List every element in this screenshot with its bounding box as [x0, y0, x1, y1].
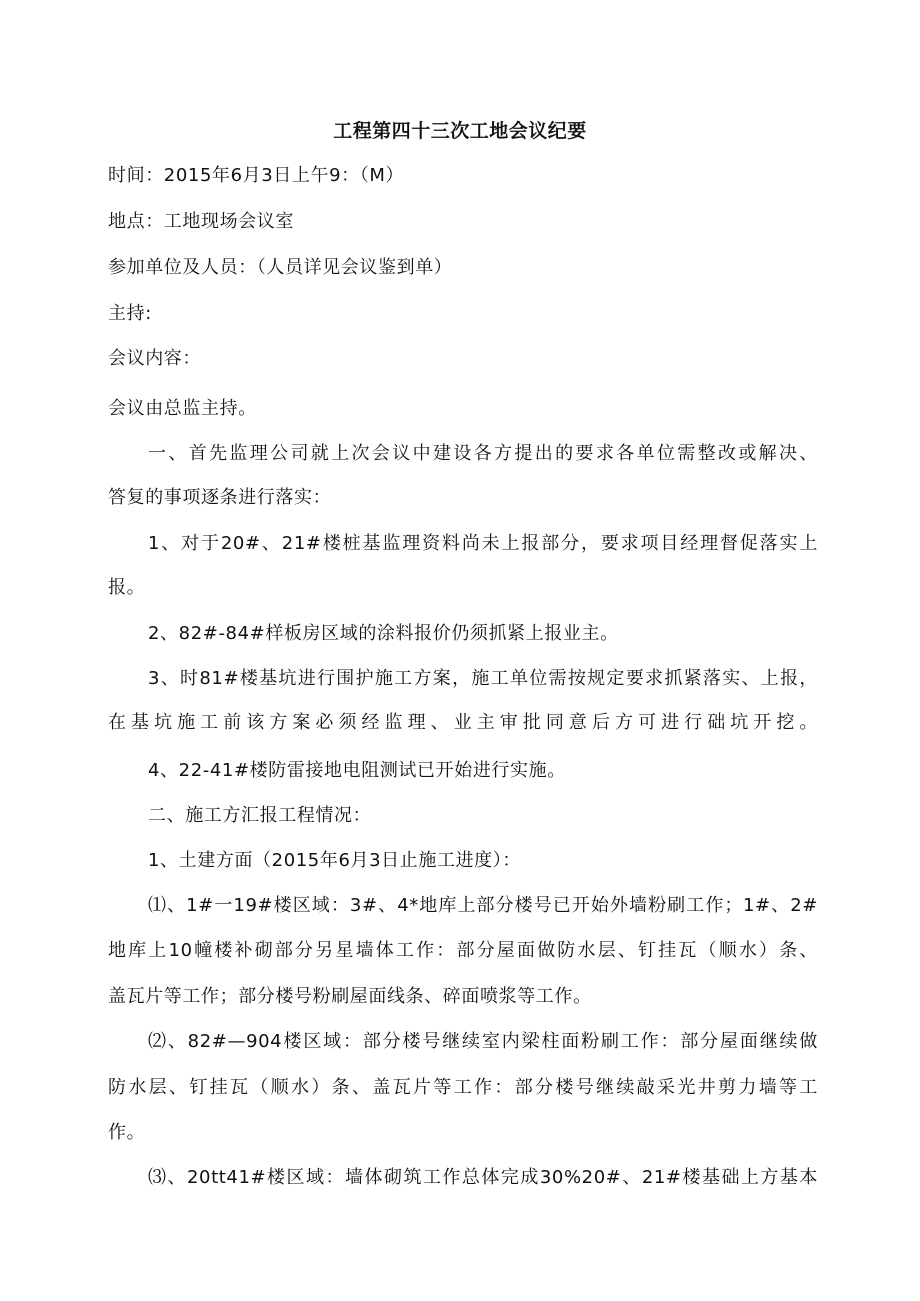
- section2-heading: 二、施工方汇报工程情况：: [148, 805, 372, 826]
- meeting-host: 主持:: [108, 303, 152, 324]
- section1-item2: 2、82#-84#样板房区域的涂料报价仍须抓紧上报业主。: [148, 623, 619, 644]
- section2-sub1: 1、土建方面（2015年6月3日止施工进度）：: [148, 850, 521, 871]
- section1-heading-line2: 答复的事项逐条进行落实：: [108, 487, 332, 508]
- section2-p1-line3: 盖瓦片等工作；部分楼号粉刷屋面线条、碎面喷浆等工作。: [108, 986, 592, 1007]
- section2-p2-line2: 防水层、钉挂瓦（顺水）条、盖瓦片等工作：部分楼号继续敲采光井剪力墙等工: [108, 1077, 818, 1098]
- meeting-content-label: 会议内容：: [108, 348, 201, 369]
- section1-heading-line1: 一、首先监理公司就上次会议中建设各方提出的要求各单位需整改或解决、: [148, 443, 818, 464]
- section2-p1-line1: ⑴、1#一19#楼区域：3#、4*地库上部分楼号已开始外墙粉刷工作；1#、2#: [148, 895, 818, 916]
- section1-item3-line1: 3、时81#楼基坑进行围护施工方案，施工单位需按规定要求抓紧落实、上报，: [148, 668, 818, 689]
- section1-item3-line2: 在基坑施工前该方案必须经监理、业主审批同意后方可进行础坑开挖。: [108, 712, 818, 733]
- section1-item1-line2: 报。: [108, 577, 146, 598]
- section1-item4: 4、22-41#楼防雷接地电阻测试已开始进行实施。: [148, 760, 566, 781]
- document-title: 工程第四十三次工地会议纪要: [333, 120, 587, 142]
- section1-item1-line1: 1、对于20#、21#楼桩基监理资料尚未上报部分，要求项目经理督促落实上: [148, 533, 818, 554]
- section2-p1-line2: 地库上10幢楼补砌部分另星墙体工作：部分屋面做防水层、钉挂瓦（顺水）条、: [108, 940, 818, 961]
- meeting-time: 时间：2015年6月3日上午9：（M）: [108, 165, 405, 186]
- meeting-location: 地点：工地现场会议室: [108, 211, 294, 232]
- section2-p3-line1: ⑶、20tt41#楼区域：墙体砌筑工作总体完成30%20#、21#楼基础上方基本: [148, 1167, 818, 1188]
- meeting-participants: 参加单位及人员：（人员详见会议鉴到单）: [108, 257, 453, 278]
- section2-p2-line1: ⑵、82#—904楼区域：部分楼号继续室内梁柱面粉刷工作：部分屋面继续做: [148, 1031, 818, 1052]
- section2-p2-line3: 作。: [108, 1122, 146, 1143]
- meeting-intro: 会议由总监主持。: [108, 398, 257, 419]
